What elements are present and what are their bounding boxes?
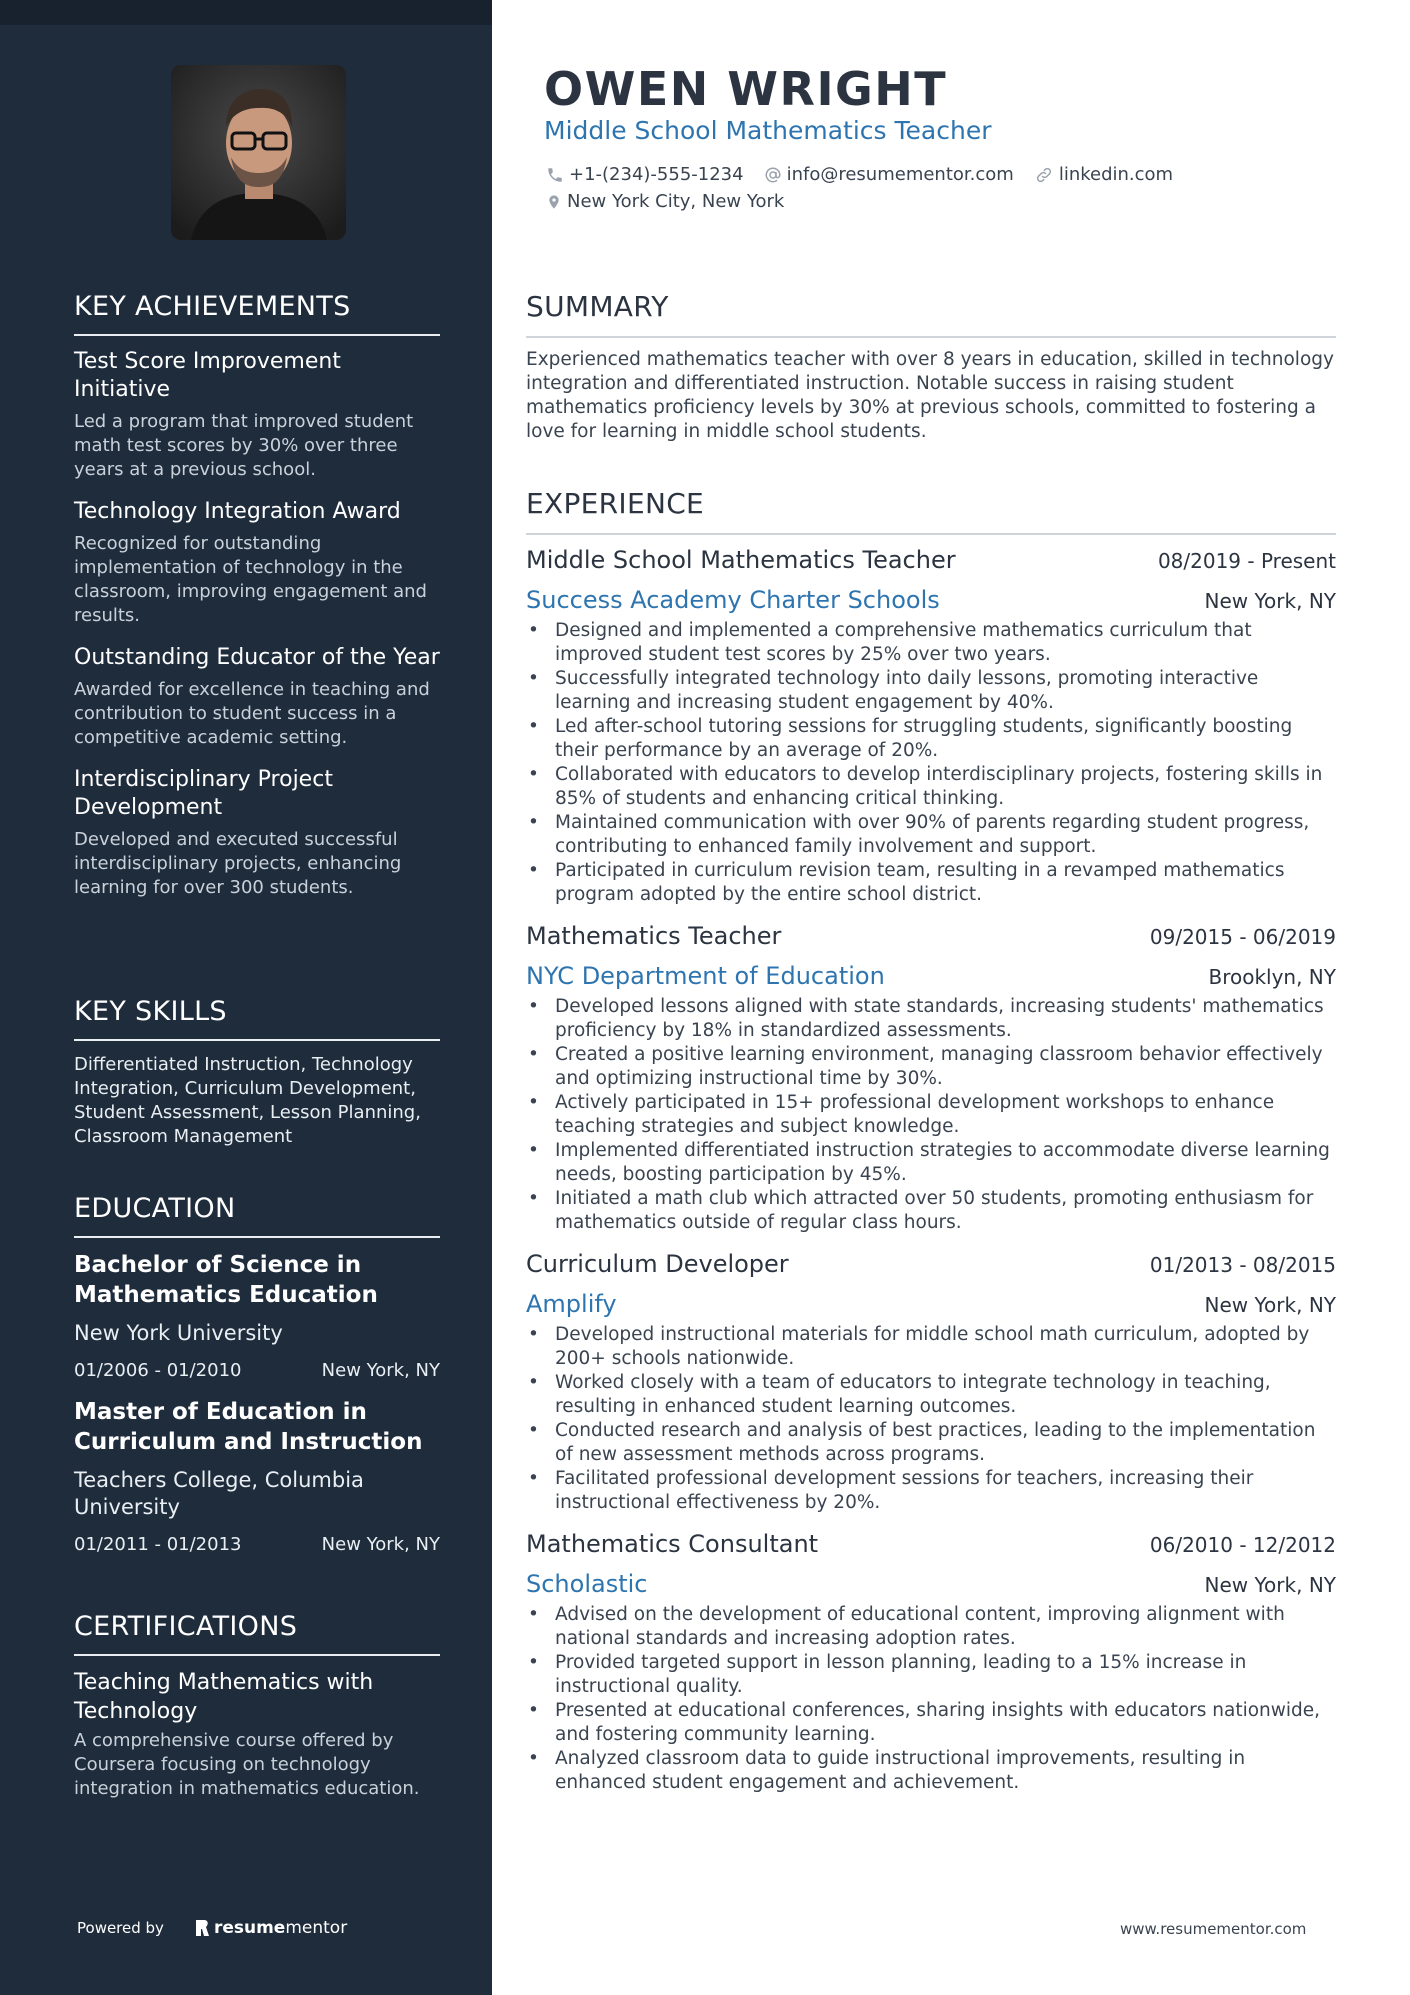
sidebar-top-bar — [0, 0, 492, 25]
location-row — [546, 191, 804, 212]
job-location: New York, NY — [1204, 589, 1336, 613]
at-icon — [764, 166, 782, 184]
job-company: Scholastic — [526, 1570, 648, 1598]
summary-section — [526, 290, 1336, 444]
job-bullets — [526, 619, 1336, 907]
certification-description: A comprehensive course offered by Coursera focusing on technology integration in mathematics education. — [74, 1730, 420, 1799]
job-dates: 09/2015 - 06/2019 — [1149, 925, 1336, 949]
website-link[interactable]: www.resumementor.com — [1120, 1920, 1307, 1938]
summary-heading: SUMMARY — [526, 290, 1336, 338]
job-bullets — [526, 1603, 1336, 1795]
candidate-name: OWEN WRIGHT — [544, 62, 948, 116]
sidebar — [0, 0, 492, 1995]
achievement-title: Interdisciplinary Project Development — [74, 767, 333, 820]
education-location: New York, NY — [321, 1360, 440, 1381]
certification-item — [74, 1668, 440, 1801]
location-contact — [546, 191, 784, 212]
resumementor-logo-icon — [194, 1918, 210, 1938]
experience-heading: EXPERIENCE — [526, 487, 1336, 535]
brand-name-rest: mentor — [285, 1918, 348, 1938]
job-bullet: • Advised on the development of educational content, improving alignment with national standards and increasing adoption rates. — [526, 1603, 1336, 1651]
job-entry — [526, 1529, 1336, 1795]
candidate-role: Middle School Mathematics Teacher — [544, 116, 992, 145]
education-dates: 01/2006 - 01/2010 — [74, 1360, 242, 1381]
summary-text: Experienced mathematics teacher with over 8 years in education, skilled in technology integration and differentiated instruction. Notable success in raising student mathematics proficiency levels by 30% at previous schools, committed to fostering a love for learning in middle school students. — [526, 349, 1334, 442]
linkedin-text: linkedin.com — [1058, 164, 1174, 185]
achievement-item — [74, 348, 440, 482]
job-bullet: • Developed instructional materials for middle school math curriculum, adopted by 200+ schools nationwide. — [526, 1323, 1336, 1371]
job-bullet: • Developed lessons aligned with state standards, increasing students' mathematics proficiency by 18% in standardized assessments. — [526, 995, 1336, 1043]
education-degree: Master of Education in Curriculum and Instruction — [74, 1399, 423, 1455]
job-bullet: • Successfully integrated technology into daily lessons, promoting interactive learning and increasing student engagement by 40%. — [526, 667, 1336, 715]
certifications-section — [74, 1610, 440, 1801]
achievement-title: Outstanding Educator of the Year — [74, 645, 440, 670]
job-bullets — [526, 995, 1336, 1235]
education-school: New York University — [74, 1321, 283, 1345]
phone-contact[interactable] — [546, 164, 744, 185]
achievement-title: Technology Integration Award — [74, 499, 401, 524]
achievement-item — [74, 498, 440, 628]
key-skills-heading: KEY SKILLS — [74, 995, 440, 1041]
education-section — [74, 1192, 440, 1571]
job-dates: 01/2013 - 08/2015 — [1149, 1253, 1336, 1277]
education-item — [74, 1397, 440, 1557]
achievement-description: Led a program that improved student math test scores by 30% over three years at a previous school. — [74, 411, 414, 480]
job-bullet: • Conducted research and analysis of best practices, leading to the implementation of new assessment methods across programs. — [526, 1419, 1336, 1467]
job-bullet: • Presented at educational conferences, sharing insights with educators nationwide, and fostering community learning. — [526, 1699, 1336, 1747]
job-title: Curriculum Developer — [526, 1250, 789, 1278]
phone-text: +1-(234)-555-1234 — [569, 164, 744, 185]
linkedin-contact[interactable] — [1034, 164, 1173, 185]
resumementor-logo[interactable] — [194, 1918, 347, 1938]
job-bullet: • Led after-school tutoring sessions for struggling students, significantly boosting their performance by an average of 20%. — [526, 715, 1336, 763]
job-bullets — [526, 1323, 1336, 1515]
achievement-item — [74, 644, 440, 750]
job-bullet: • Actively participated in 15+ professional development workshops to enhance teaching strategies and subject knowledge. — [526, 1091, 1336, 1139]
job-bullet: • Analyzed classroom data to guide instructional improvements, resulting in enhanced student engagement and achievement. — [526, 1747, 1336, 1795]
education-heading: EDUCATION — [74, 1192, 440, 1238]
certifications-heading: CERTIFICATIONS — [74, 1610, 440, 1656]
job-title: Middle School Mathematics Teacher — [526, 546, 956, 574]
education-degree: Bachelor of Science in Mathematics Education — [74, 1252, 378, 1308]
email-contact[interactable] — [764, 164, 1014, 185]
job-title: Mathematics Teacher — [526, 922, 782, 950]
achievement-title: Test Score Improvement Initiative — [74, 349, 341, 402]
key-achievements-heading: KEY ACHIEVEMENTS — [74, 290, 440, 336]
job-location: Brooklyn, NY — [1208, 965, 1336, 989]
education-item — [74, 1250, 440, 1383]
experience-section — [526, 487, 1336, 1809]
powered-by-label: Powered by — [77, 1919, 164, 1937]
certification-title: Teaching Mathematics with Technology — [74, 1670, 374, 1724]
job-company: Amplify — [526, 1290, 617, 1318]
job-bullet: • Implemented differentiated instruction strategies to accommodate diverse learning needs, boosting participation by 45%. — [526, 1139, 1336, 1187]
job-entry — [526, 1249, 1336, 1515]
key-skills-section — [74, 995, 440, 1149]
education-dates: 01/2011 - 01/2013 — [74, 1534, 242, 1555]
profile-photo — [171, 65, 346, 240]
job-dates: 08/2019 - Present — [1157, 549, 1336, 573]
achievement-item — [74, 766, 440, 900]
job-bullet: • Provided targeted support in lesson planning, leading to a 15% increase in instructional quality. — [526, 1651, 1336, 1699]
job-dates: 06/2010 - 12/2012 — [1149, 1533, 1336, 1557]
job-bullet: • Created a positive learning environment, managing classroom behavior effectively and optimizing instructional time by 30%. — [526, 1043, 1336, 1091]
job-bullet: • Designed and implemented a comprehensive mathematics curriculum that improved student test scores by 25% over two years. — [526, 619, 1336, 667]
email-text: info@resumementor.com — [786, 164, 1014, 185]
main-content — [526, 0, 1336, 1995]
job-location: New York, NY — [1204, 1573, 1336, 1597]
link-icon — [1034, 166, 1054, 184]
job-company: Success Academy Charter Schools — [526, 586, 940, 614]
achievement-description: Developed and executed successful interdisciplinary projects, enhancing learning for over 300 students. — [74, 829, 402, 898]
achievement-description: Recognized for outstanding implementation of technology in the classroom, improving engagement and results. — [74, 533, 427, 626]
job-bullet: • Worked closely with a team of educators to integrate technology in teaching, resulting in enhanced student learning outcomes. — [526, 1371, 1336, 1419]
location-text: New York City, New York — [567, 191, 785, 212]
job-title: Mathematics Consultant — [526, 1530, 819, 1558]
key-achievements-section — [74, 290, 440, 916]
job-bullet: • Facilitated professional development sessions for teachers, increasing their instructional effectiveness by 20%. — [526, 1467, 1336, 1515]
powered-by — [77, 1918, 347, 1938]
job-bullet: • Maintained communication with over 90% of parents regarding student progress, contributing to enhanced family involvement and support. — [526, 811, 1336, 859]
job-entry — [526, 921, 1336, 1235]
phone-icon — [546, 166, 564, 184]
skills-list: Differentiated Instruction, Technology Integration, Curriculum Development, Student Assessment, Lesson Planning, Classroom Management — [74, 1054, 421, 1147]
job-bullet: • Initiated a math club which attracted over 50 students, promoting enthusiasm for mathematics outside of regular class hours. — [526, 1187, 1336, 1235]
job-bullet: • Collaborated with educators to develop interdisciplinary projects, fostering skills in 85% of students and enhancing critical thinking. — [526, 763, 1336, 811]
job-location: New York, NY — [1204, 1293, 1336, 1317]
brand-name-bold: resume — [213, 1918, 286, 1938]
education-school: Teachers College, Columbia University — [74, 1468, 364, 1519]
location-pin-icon — [546, 193, 562, 211]
job-entry — [526, 545, 1336, 907]
education-location: New York, NY — [321, 1534, 440, 1555]
contact-row — [546, 164, 1193, 185]
job-company: NYC Department of Education — [526, 962, 885, 990]
job-bullet: • Participated in curriculum revision team, resulting in a revamped mathematics program adopted by the entire school district. — [526, 859, 1336, 907]
achievement-description: Awarded for excellence in teaching and contribution to student success in a competitive academic setting. — [74, 679, 430, 748]
